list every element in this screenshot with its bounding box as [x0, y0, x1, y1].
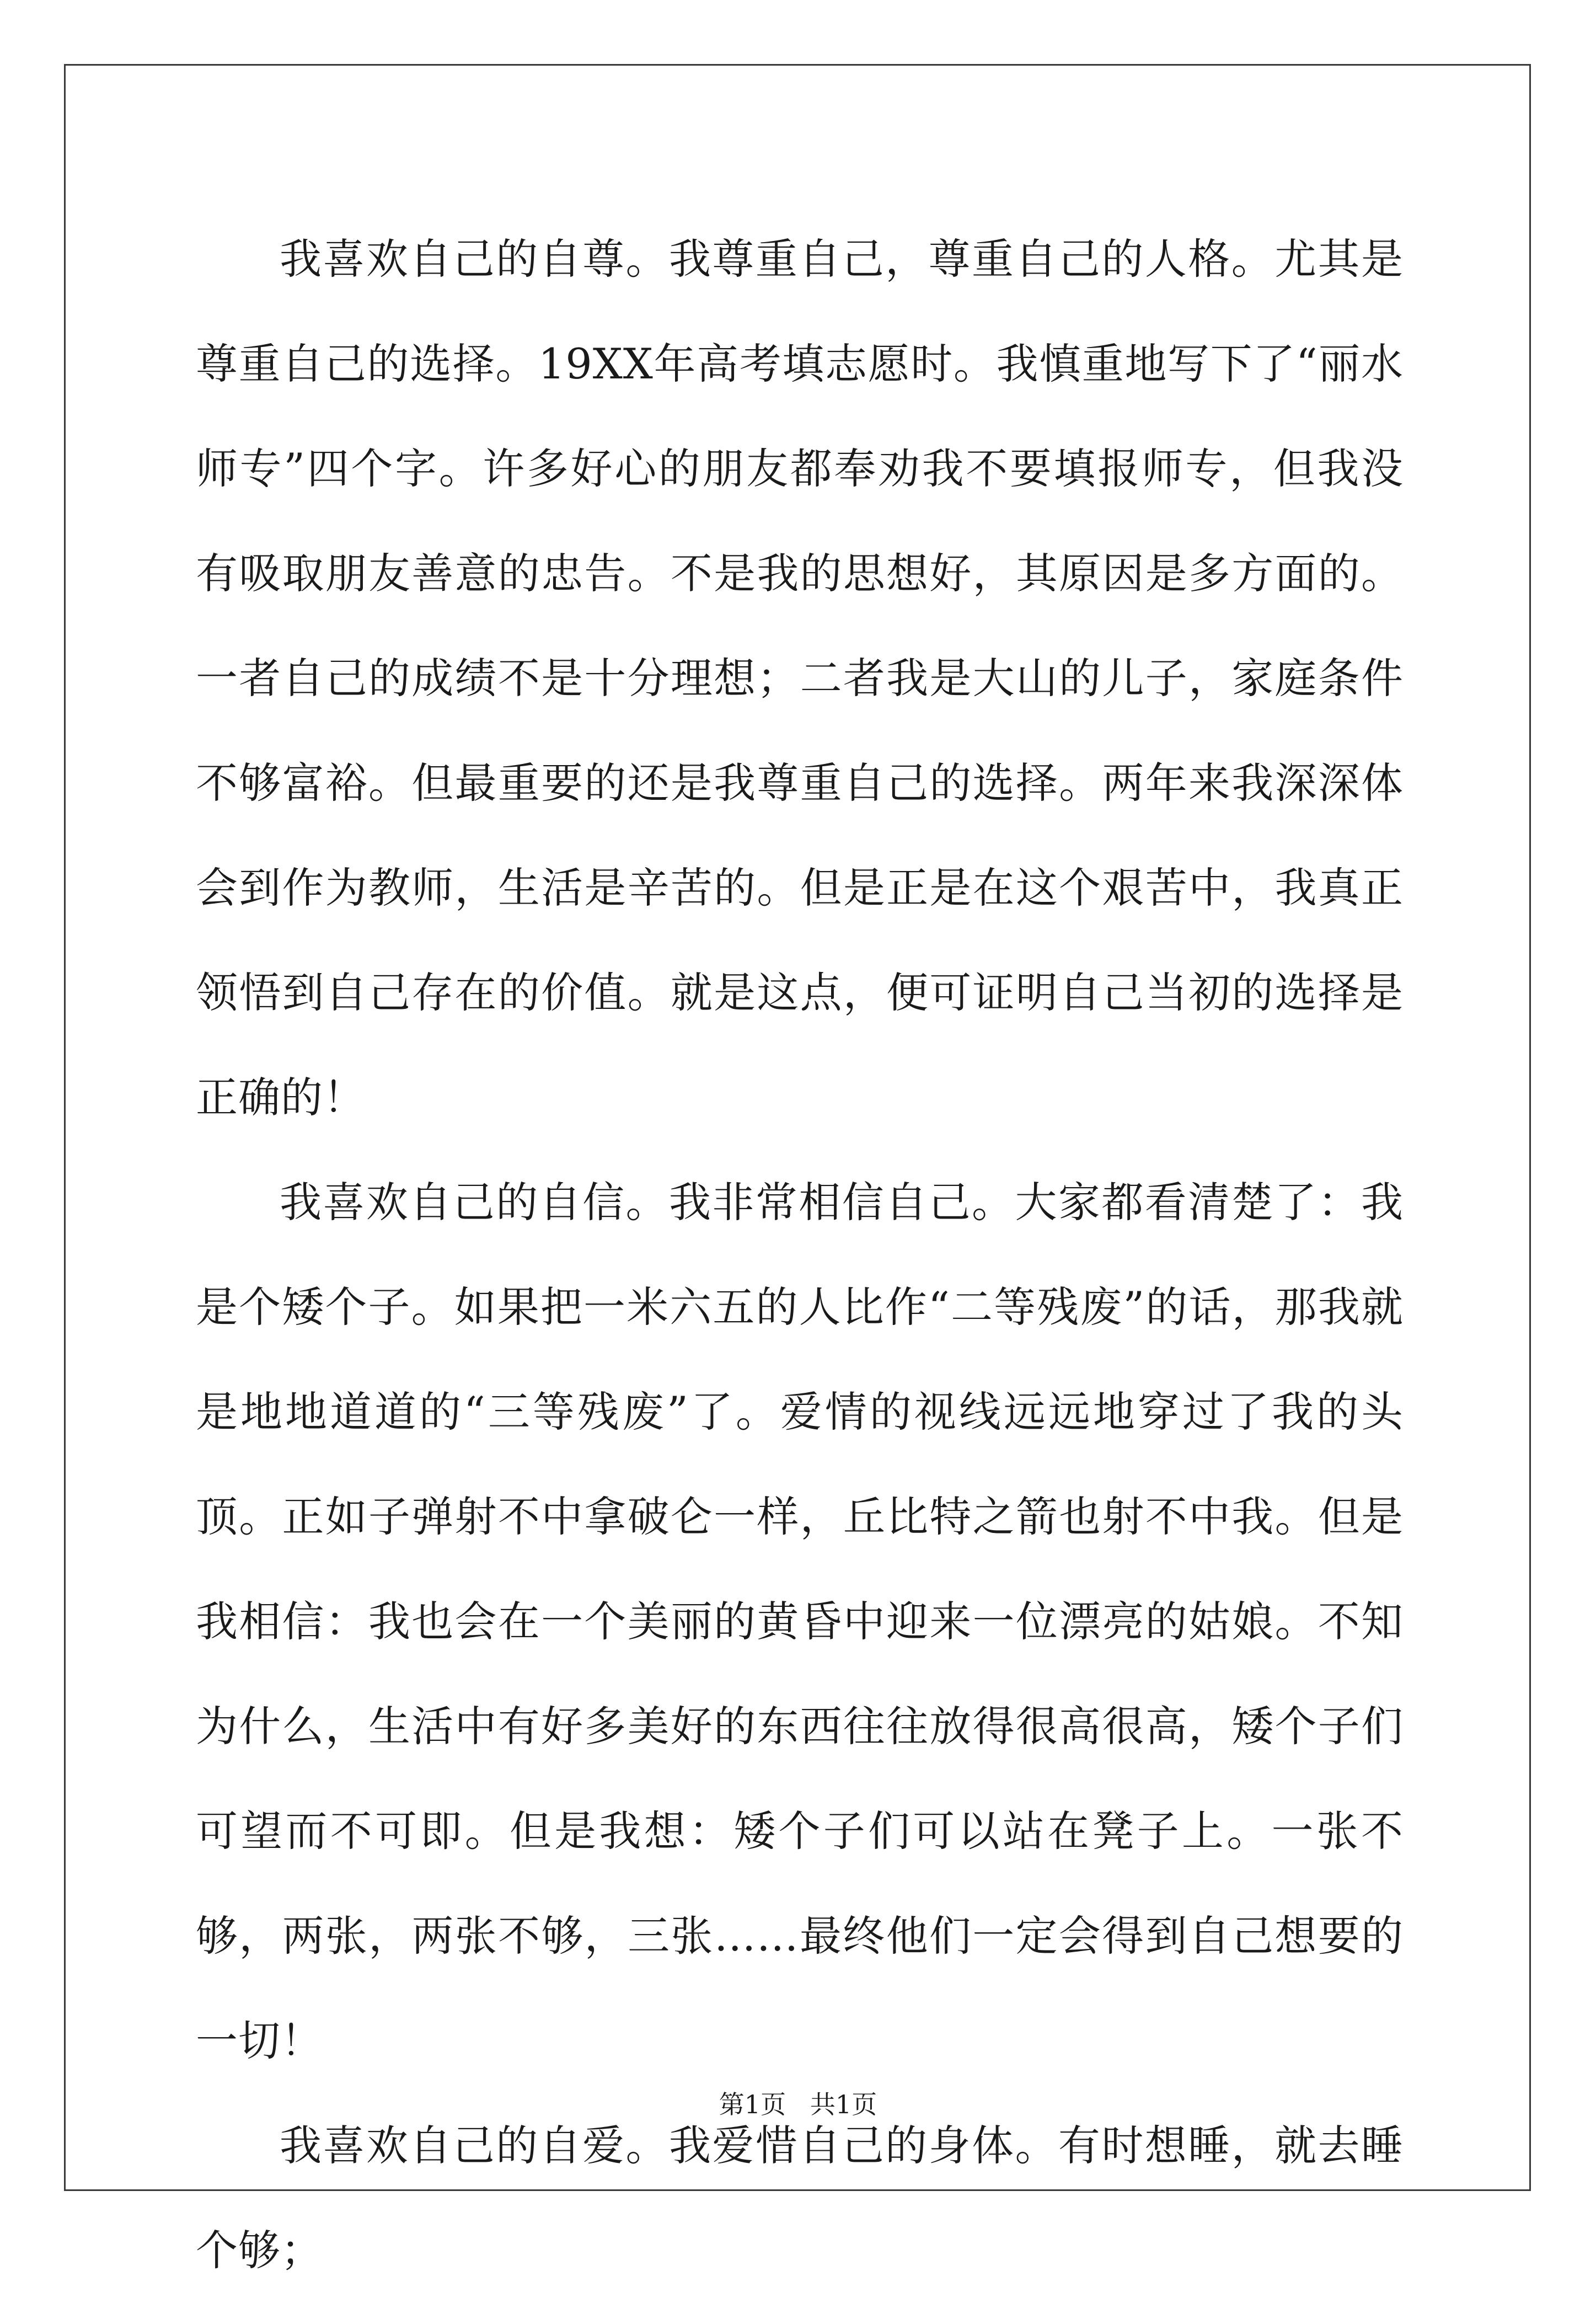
paragraph-self-love: 我喜欢自己的自爱。我爱惜自己的身体。有时想睡，就去睡个够；: [196, 2121, 1404, 2275]
page-footer: 第1页 共1页: [719, 2090, 877, 2119]
document-body: [196, 207, 1404, 2303]
paragraph-self-confidence: 我喜欢自己的自信。我非常相信自己。大家都看清楚了：我是个矮个子。如果把一米六五的人比作“二等残废”的话，那我就是地地道道的“三等残废”了。爱情的视线远远地穿过了我的头顶。正如子弹射不中拿破仑一样，丘比特之箭也射不中我。但是我相信：我也会在一个美丽的黄昏中迎来一位漂亮的姑娘。不知为什么，生活中有好多美好的东西往往放得很高很高，矮个子们可望而不可即。但是我想：矮个子们可以站在凳子上。一张不够，两张，两张不够，三张……最终他们一定会得到自己想要的一切！: [196, 1178, 1404, 2065]
paragraph-self-respect: 我喜欢自己的自尊。我尊重自己，尊重自己的人格。尤其是尊重自己的选择。19XX年高考填志愿时。我慎重地写下了“丽水师专”四个字。许多好心的朋友都奉劝我不要填报师专，但我没有吸取朋友善意的忠告。不是我的思想好，其原因是多方面的。一者自己的成绩不是十分理想；二者我是大山的儿子，家庭条件不够富裕。但最重要的还是我尊重自己的选择。两年来我深深体会到作为教师，生活是辛苦的。但是正是在这个艰苦中，我真正领悟到自己存在的价值。就是这点，便可证明自己当初的选择是正确的！: [196, 234, 1404, 1122]
